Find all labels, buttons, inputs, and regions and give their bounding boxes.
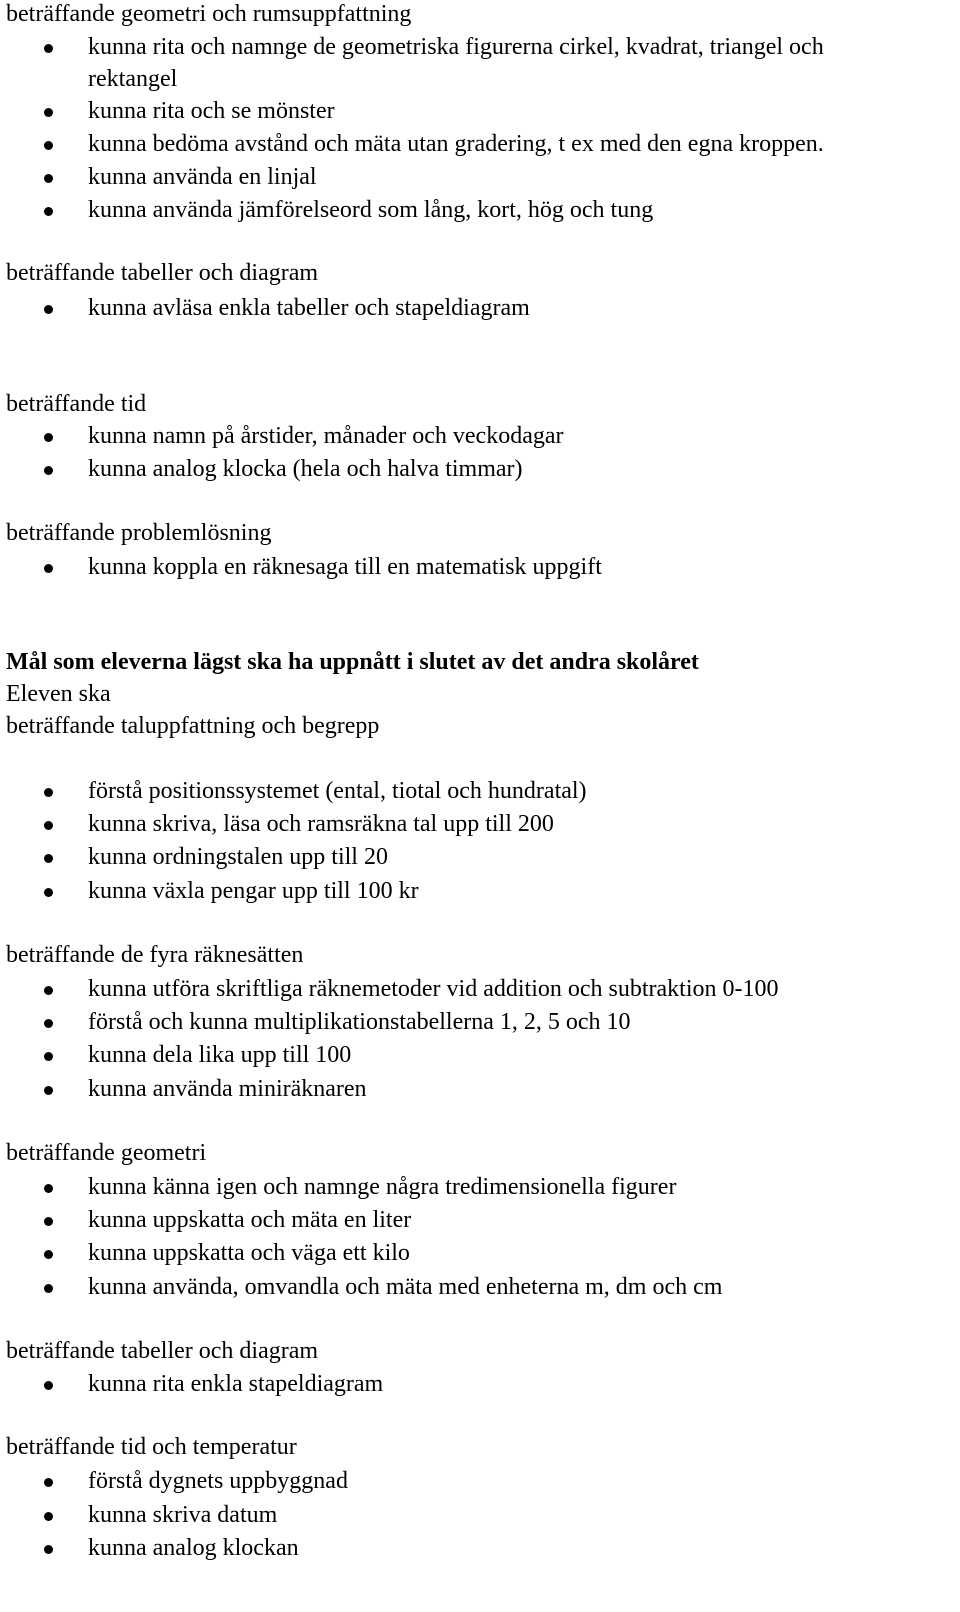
- list-item: kunna skriva datum: [88, 1502, 278, 1528]
- bullet-icon: [44, 433, 53, 442]
- bullet-icon: [44, 821, 53, 830]
- list-item: kunna analog klockan: [88, 1535, 299, 1561]
- section-heading: beträffande geometri och rumsuppfattning: [6, 1, 412, 27]
- list-item: kunna namn på årstider, månader och veckodagar: [88, 423, 564, 449]
- bullet-icon: [44, 1217, 53, 1226]
- list-item: kunna använda miniräknaren: [88, 1076, 367, 1102]
- bullet-icon: [44, 305, 53, 314]
- section-heading: beträffande tabeller och diagram: [6, 1338, 319, 1364]
- list-item: kunna känna igen och namnge några tredimensionella figurer: [88, 1174, 677, 1200]
- section-subtitle: Eleven ska: [6, 681, 111, 707]
- list-item: kunna uppskatta och mäta en liter: [88, 1207, 412, 1233]
- list-item: kunna bedöma avstånd och mäta utan gradering, t ex med den egna kroppen.: [88, 131, 824, 157]
- bullet-icon: [44, 986, 53, 995]
- bullet-icon: [44, 888, 53, 897]
- list-item: förstå och kunna multiplikationstabellerna 1, 2, 5 och 10: [88, 1009, 631, 1035]
- bullet-icon: [44, 108, 53, 117]
- bullet-icon: [44, 1512, 53, 1521]
- list-item: förstå positionssystemet (ental, tiotal och hundratal): [88, 778, 587, 804]
- bullet-icon: [44, 1184, 53, 1193]
- bullet-icon: [44, 1478, 53, 1487]
- list-item: kunna använda en linjal: [88, 164, 317, 190]
- list-item: förstå dygnets uppbyggnad: [88, 1468, 348, 1494]
- list-item: kunna skriva, läsa och ramsräkna tal upp till 200: [88, 811, 554, 837]
- list-item: kunna ordningstalen upp till 20: [88, 844, 388, 870]
- list-item: kunna växla pengar upp till 100 kr: [88, 878, 419, 904]
- section-heading: beträffande taluppfattning och begrepp: [6, 713, 380, 739]
- list-item: kunna använda, omvandla och mäta med enheterna m, dm och cm: [88, 1274, 723, 1300]
- bullet-icon: [44, 854, 53, 863]
- bullet-icon: [44, 1545, 53, 1554]
- bullet-icon: [44, 466, 53, 475]
- bullet-icon: [44, 174, 53, 183]
- list-item: kunna rita enkla stapeldiagram: [88, 1371, 384, 1397]
- list-item: kunna koppla en räknesaga till en matematisk uppgift: [88, 554, 602, 580]
- bullet-icon: [44, 1086, 53, 1095]
- bullet-icon: [44, 1284, 53, 1293]
- section-heading: beträffande tabeller och diagram: [6, 260, 319, 286]
- bullet-icon: [44, 1019, 53, 1028]
- list-item: kunna använda jämförelseord som lång, kort, hög och tung: [88, 197, 654, 223]
- list-item-continuation: rektangel: [88, 66, 178, 92]
- list-item: kunna dela lika upp till 100: [88, 1042, 352, 1068]
- bullet-icon: [44, 1250, 53, 1259]
- list-item: kunna analog klocka (hela och halva timmar): [88, 456, 523, 482]
- section-heading: beträffande geometri: [6, 1140, 207, 1166]
- list-item: kunna rita och se mönster: [88, 98, 335, 124]
- bullet-icon: [44, 141, 53, 150]
- section-title: Mål som eleverna lägst ska ha uppnått i slutet av det andra skolåret: [6, 649, 699, 675]
- list-item: kunna uppskatta och väga ett kilo: [88, 1240, 410, 1266]
- list-item: kunna rita och namnge de geometriska figurerna cirkel, kvadrat, triangel och: [88, 34, 824, 60]
- section-heading: beträffande de fyra räknesätten: [6, 942, 304, 968]
- bullet-icon: [44, 564, 53, 573]
- list-item: kunna utföra skriftliga räknemetoder vid addition och subtraktion 0-100: [88, 976, 779, 1002]
- section-heading: beträffande tid: [6, 391, 147, 417]
- bullet-icon: [44, 788, 53, 797]
- section-heading: beträffande problemlösning: [6, 520, 272, 546]
- bullet-icon: [44, 44, 53, 53]
- bullet-icon: [44, 1381, 53, 1390]
- section-heading: beträffande tid och temperatur: [6, 1434, 297, 1460]
- bullet-icon: [44, 207, 53, 216]
- list-item: kunna avläsa enkla tabeller och stapeldiagram: [88, 295, 530, 321]
- bullet-icon: [44, 1052, 53, 1061]
